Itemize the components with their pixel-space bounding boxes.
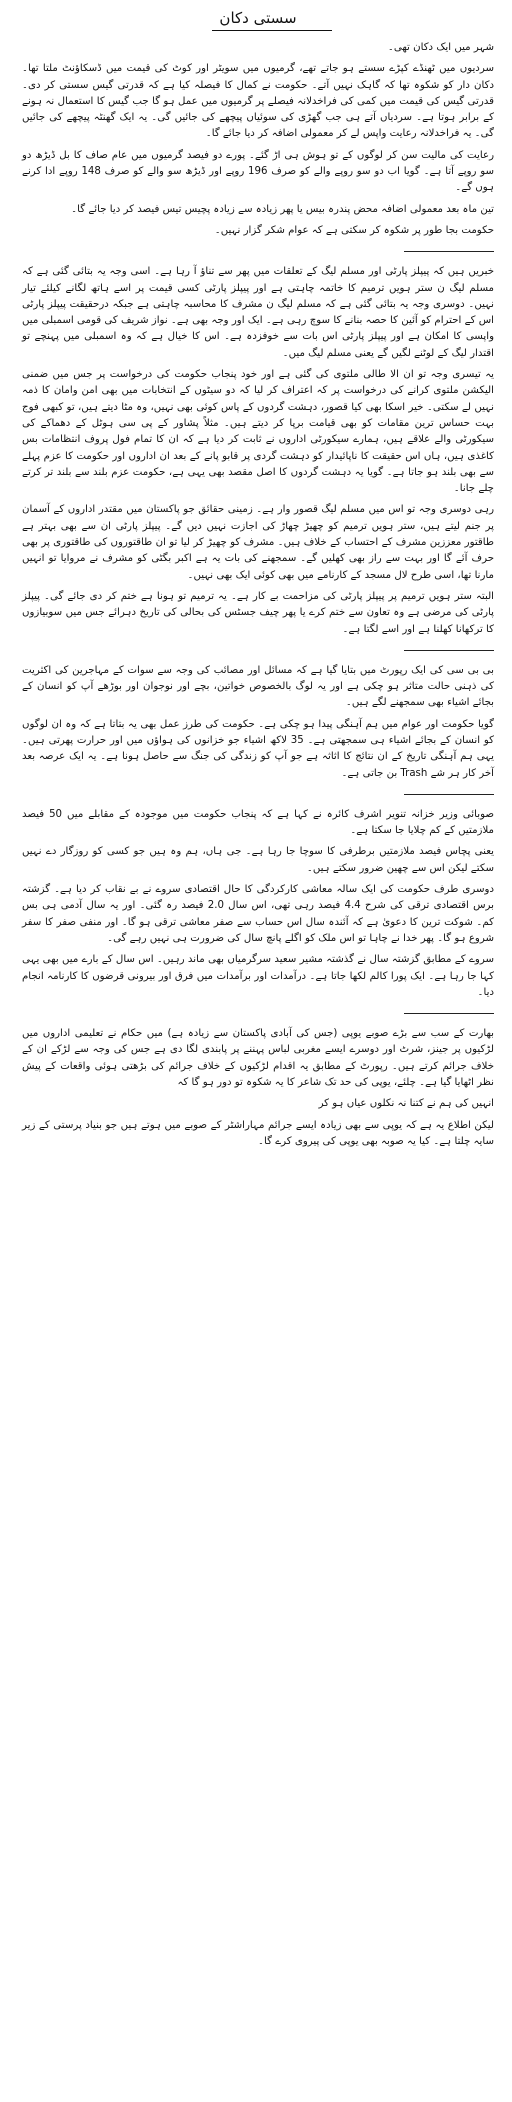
- paragraph: صوبائی وزیر خزانہ تنویر اشرف کائرہ نے کہا ہے کہ پنجاب حکومت میں موجودہ کے مقابلے میں 50 فیصد ملازمتیں کے کم چلایا جا سکتا ہے۔: [22, 808, 494, 837]
- section-economy: [22, 807, 494, 1001]
- section-divider: [404, 794, 494, 795]
- column-header: [22, 0, 494, 40]
- title-underline: [212, 30, 332, 31]
- paragraph: سردیوں میں ٹھنڈے کپڑے سستے ہو جاتے تھے، گرمیوں میں سویٹر اور کوٹ کی قیمت میں ڈسکاؤنٹ ملتا تھا۔ دکان دار کو شکوہ تھا کہ گاہک نہیں آتے۔ حکومت نے کمال کا فیصلہ کیا ہے کہ قدرتی گیس سستی کر دی۔ قدرتی گیس کی قیمت میں کمی کی فراخدلانہ فیصلے پر گرمیوں میں عمل ہو گا جب گیس کا استعمال نہ ہونے کے برابر ہوتا ہے۔ سردیاں آتے ہی جب گھڑی کی سوئیاں پیچھے کی جائیں گی۔ یہ ایک گھنٹہ پیچھے کی جائیں گی۔ یہ فراخدلانہ رعایت واپس لے کر معمولی اضافہ کر دیا جائے گا۔: [22, 63, 494, 140]
- section-divider: [404, 251, 494, 252]
- paragraph: بی بی سی کی ایک رپورٹ میں بتایا گیا ہے کہ مسائل اور مصائب کی وجہ سے سوات کے مہاجرین کی اکثریت کی ذہنی حالت متاثر ہو چکی ہے اور یہ لوگ بالخصوص خواتین، بچے اور نوجوان اور بوڑھے آپ کو انسان کے بجائے اشیاء بھی سمجھنے لگے ہیں۔: [22, 664, 494, 709]
- section-swat-report: [22, 663, 494, 782]
- paragraph: یہ تیسری وجہ تو ان الا طالی ملتوی کی گئی ہے اور خود پنجاب حکومت کی درخواست پر جس میں ضمنی الیکشن ملتوی کرانے کی درخواست پر کہ اعتراف کر لیا کہ دو سیٹوں کے انتخابات میں بھی امن وامان کا ذمہ نہیں لے سکتی۔ خیر اسکا بھی کیا قصور، دہشت گردوں کے پاس کوئی بھی نہیں، وہ مٹا دیتے ہیں، تو کبھی فوج بہت حساس ترین مقامات کو بھی قیامت برپا کر دیتے ہیں۔ مثلاً پشاور کے پی سی ہوٹل کے دھماکے کی سیکورٹی والے علاقے ہیں، ہمارے سیکورٹی اداروں نے ثابت کر دیا ہے کہ ان کا تمام فول پروف انتظامات بس کاغذی ہیں، ہاں اس حقیقت کا ناپائیدار کو دہشت گردی پر قابو پانے کے بعد ان اداروں اور حکومت کا عزم پہلے سے بھی بلند ہو جاتا ہے۔ گویا یہ دہشت گردوں کا اصل مقصد بھی یہی ہے، حکومت عزم بلند سے بلند تر کرتے چلے جانا۔: [22, 369, 494, 495]
- paragraph: رعایت کی مالیت سن کر لوگوں کے تو ہوش ہی اڑ گئے۔ پورے دو فیصد گرمیوں میں عام صاف کا بل ڈیڑھ دو سو روپے آتا ہے۔ گویا اب دو سو روپے والے کو صرف 196 روپے اور ڈیڑھ سو والے کو صرف 148 روپے ادا کرنے ہوں گے۔: [22, 149, 494, 194]
- article-body: [22, 40, 494, 1150]
- paragraph: دوسری طرف حکومت کی ایک سالہ معاشی کارکردگی کا حال اقتصادی سروے نے بے نقاب کر دیا ہے۔ گزشتہ برس اقتصادی ترقی کی شرح 4.4 فیصد رہی تھی، اس سال 2.0 فیصد رہ گئی۔ اور یہ سال آدمی ہی بس کم۔ شوکت ترین کا دعویٰ ہے کہ آئندہ سال اس حساب سے صفر معاشی ترقی ہو گا۔ اور منفی صفر کا سفر شروع ہو گا۔ پھر خدا نے چاہا تو اس ملک کو اگلے پانچ سال کی ضرورت ہی نہیں رہے گی۔: [22, 884, 494, 944]
- paragraph: تین ماہ بعد معمولی اضافہ محض پندرہ بیس یا پھر زیادہ سے زیادہ پچیس تیس فیصد کر دیا جائے گا۔: [71, 203, 494, 215]
- paragraph: انہیں کی ہم نے کتنا نہ نکلوں عیاں ہو کر: [318, 1098, 494, 1110]
- section-gas-price: [22, 40, 494, 239]
- paragraph: یعنی پچاس فیصد ملازمتیں برطرفی کا سوچا جا رہا ہے۔ جی ہاں، ہم وہ ہیں جو کسی کو روزگار دے نہیں سکتے لیکن اس سے چھین ضرور سکتے ہیں۔: [22, 846, 494, 874]
- paragraph: شہر میں ایک دکان تھی۔: [387, 42, 494, 53]
- section-india: [22, 1026, 494, 1150]
- paragraph: گویا حکومت اور عوام میں ہم آہنگی پیدا ہو چکی ہے۔ حکومت کی طرز عمل بھی یہ بتاتا ہے کہ وہ ان لوگوں کو انسان کے بجائے اشیاء ہی سمجھتی ہے۔ 35 لاکھ اشیاء جو خزانوں کی ہواؤں میں اور حرارت پھرتی ہیں۔ یہی ہم آہنگی تاریخ کے ان نتائج کا اثاثہ ہے جو آپ کو زندگی کی جنگ سے حاصل ہونا ہے۔ یہ ایک عرصہ بعد آخر کار ہر شے Trash بن جاتی ہے۔: [22, 718, 494, 779]
- section-divider: [404, 650, 494, 651]
- section-divider: [404, 1013, 494, 1014]
- column-title: سستی دکان: [219, 9, 297, 27]
- paragraph: خبریں ہیں کہ پیپلز پارٹی اور مسلم لیگ کے تعلقات میں پھر سے تناؤ آ رہا ہے۔ اسی وجہ یہ بتائی گئی ہے کہ مسلم لیگ ن ستر ہویں ترمیم کا خاتمہ چاہتی ہے اور پیپلز پارٹی کسی قیمت پر اسے ہاتھ لگانے کیلئے تیار نہیں۔ دوسری وجہ یہ بتائی گئی ہے کہ مسلم لیگ ن مشرف کا محاسبہ چاہتی ہے جبکہ درحقیقت پیپلز پارٹی اس کے احترام کو آئین کا حصہ بنانے کا سوچ رہی ہے۔ ایک اور وجہ بھی ہے۔ نواز شریف کی قومی اسمبلی میں واپسی کا امکان ہے اور پیپلز پارٹی اس بات سے خوفزدہ ہے۔ اس کا خیال ہے کہ وہ اسمبلی میں پہنچے تو اقتدار لیگ کے لوٹنے لگیں گے یعنی مسلم لیگ میں۔: [22, 266, 494, 359]
- paragraph: البتہ ستر ہویں ترمیم پر پیپلز پارٹی کی مزاحمت بے کار ہے۔ یہ ترمیم تو ہونا ہے ختم کر دی جائے گی۔ پیپلز پارٹی کی مرضی ہے وہ تعاون سے ختم کرے یا پھر چیف جسٹس کی بحالی کی تاریخ دہرائے جس میں سوبیازوں کا ترکھانا کھلنا ہے اور اسے لگتا ہے۔: [22, 590, 494, 635]
- paragraph: رہی دوسری وجہ تو اس میں مسلم لیگ قصور وار ہے۔ زمینی حقائق جو پاکستان میں مقتدر اداروں کے آسمان پر جنم لیتے ہیں، ستر ہویں ترمیم کو چھیڑ چھاڑ کی اجازت نہیں دیں گے۔ پیپلز پارٹی ان سے بھی بہتر ہے طاقتور معززین مشرف کے احتساب کے خلاف ہیں۔ مشرف کو چھیڑ کر لیا تو ان طاقتوروں کی طاقتوری پر بھی حرف آئے گا اور بہت سے راز بھی کھلیں گے۔ سمجھنے کی بات یہ ہے اکبر بگٹی کو مشرف نے مروایا تو انہیں مارنا تھا، اسی طرح لال مسجد کے کارنامے میں بھی کوئی ایک بھی نہیں۔: [22, 504, 494, 581]
- paragraph: سروے کے مطابق گزشتہ سال نے گذشتہ مشیر سعید سرگرمیاں بھی ماند رہیں۔ اس سال کے بارے میں بھی یہی کہا جا رہا ہے۔ ایک پورا کالم لکھا جاتا ہے۔ درآمدات اور برآمدات میں فرق اور بیرونی قرضوں کا کارنامہ انجام دیا۔: [22, 954, 494, 998]
- section-politics: [22, 264, 494, 638]
- paragraph: لیکن اطلاع یہ ہے کہ یوپی سے بھی زیادہ ایسے جرائم مہاراشٹر کے صوبے میں ہوتے ہیں جو بنیاد پرستی کے زیر سایہ چلتا ہے۔ کیا یہ صوبہ بھی یوپی کی پیروی کرے گا۔: [22, 1119, 494, 1147]
- paragraph: حکومت بجا طور پر شکوہ کر سکتی ہے کہ عوام شکر گزار نہیں۔: [214, 224, 494, 236]
- paragraph: بھارت کے سب سے بڑے صوبے یوپی (جس کی آبادی پاکستان سے زیادہ ہے) میں حکام نے تعلیمی اداروں میں لڑکیوں پر جینز، شرٹ اور دوسرے ایسے مغربی لباس پہننے پر پابندی لگا دی ہے جس کی وجہ سے لڑکے ان کے خلاف جرائم کرتے ہیں۔ رپورٹ کے مطابق یہ اقدام لڑکیوں کے خلاف جرائم کی بڑھتی ہوئی واقعات کے پیش نظر اٹھایا گیا ہے۔ چلئے، یوپی کی حد تک شاعر کا یہ شکوہ تو دور ہو گا کہ: [22, 1028, 494, 1089]
